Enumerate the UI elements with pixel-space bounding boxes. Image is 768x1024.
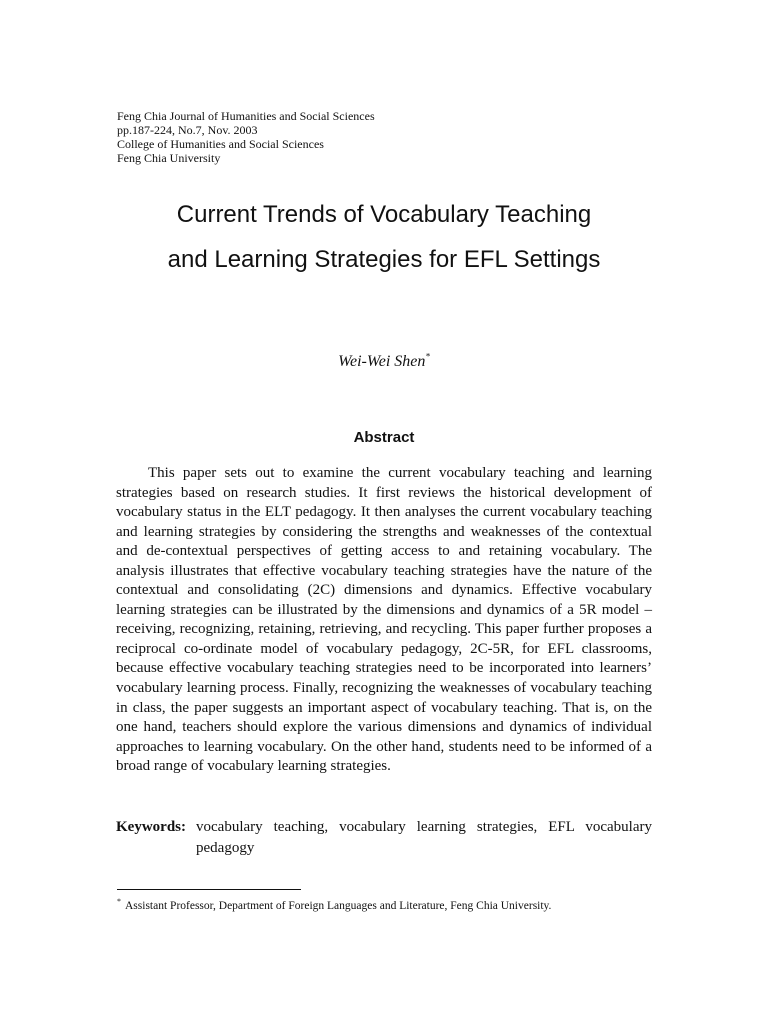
journal-name: Feng Chia Journal of Humanities and Social Sciences — [117, 109, 375, 123]
abstract-body: This paper sets out to examine the current vocabulary teaching and learning strategies based on research studies. It first reviews the historical development of vocabulary status in the ELT pedagogy. It then analyses the current vocabulary teaching and learning strategies by considering the strengths and weaknesses of the contextual and de-contextual perspectives of getting access to and retaining vocabulary. The analysis illustrates that effective vocabulary teaching strategies have the nature of the contextual and consolidating (2C) dimensions and dynamics. Effective vocabulary learning strategies can be illustrated by the dimensions and dynamics of a 5R model – receiving, recognizing, retaining, retrieving, and recycling. This paper further proposes a reciprocal co-ordinate model of vocabulary pedagogy, 2C-5R, for EFL classrooms, because effective vocabulary teaching strategies need to be incorporated into learners’ vocabulary learning process. Finally, recognizing the weaknesses of vocabulary teaching in class, the paper suggests an important aspect of vocabulary teaching. That is, on the one hand, teachers should explore the various dimensions and dynamics of individual approaches to learning vocabulary. On the other hand, students need to be informed of a broad range of vocabulary learning strategies. — [116, 465, 652, 775]
keywords-section — [116, 817, 652, 859]
footnote-marker: * — [117, 897, 121, 907]
author-name: Wei-Wei Shen — [338, 353, 426, 370]
footnote-divider — [117, 889, 301, 890]
footnote-text: Assistant Professor, Department of Foreign Languages and Literature, Feng Chia University. — [125, 900, 552, 912]
journal-pages: pp.187-224, No.7, Nov. 2003 — [117, 123, 258, 137]
paper-title-line-2: and Learning Strategies for EFL Settings — [167, 246, 601, 273]
keywords-text: vocabulary teaching, vocabulary learning strategies, EFL vocabulary pedagogy — [196, 819, 652, 856]
journal-university: Feng Chia University — [117, 151, 221, 165]
keywords-label: Keywords: — [116, 819, 186, 835]
journal-college: College of Humanities and Social Sciences — [117, 137, 324, 151]
journal-header — [117, 109, 375, 165]
author-line — [0, 353, 768, 371]
author-footnote-marker: * — [425, 351, 430, 362]
footnote — [117, 897, 552, 912]
paper-title-line-1: Current Trends of Vocabulary Teaching — [176, 201, 592, 228]
abstract-heading: Abstract — [353, 429, 415, 446]
